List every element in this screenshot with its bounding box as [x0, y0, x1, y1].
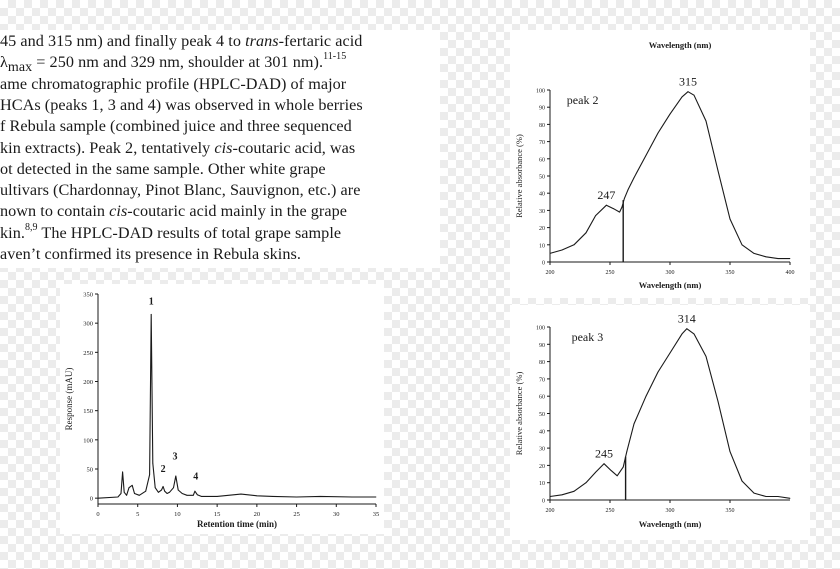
data-point — [241, 494, 242, 495]
data-point — [178, 490, 179, 491]
chromatogram-figure — [60, 284, 384, 534]
data-point — [742, 481, 743, 482]
y-tick-label: 10 — [539, 243, 545, 250]
x-tick-label: 35 — [372, 511, 380, 518]
data-point — [778, 258, 779, 259]
y-tick-label: 40 — [539, 429, 545, 436]
chart-title: peak 2 — [566, 92, 599, 107]
x-tick-label: 15 — [213, 511, 221, 518]
data-point — [197, 494, 198, 495]
data-point — [550, 253, 551, 254]
x-tick-label: 300 — [665, 270, 675, 276]
text-line — [0, 139, 355, 158]
data-point — [562, 494, 563, 495]
data-point — [617, 475, 618, 476]
data-point — [718, 401, 719, 402]
text-run: -coutaric acid mainly in the grape — [127, 202, 347, 221]
data-point — [730, 451, 731, 452]
text-run: 45 and 315 nm) and finally peak 4 to — [0, 32, 246, 50]
x-tick-label: 350 — [725, 270, 735, 276]
x-tick-label: 400 — [785, 270, 795, 276]
y-tick-label: 100 — [83, 437, 93, 445]
data-point — [742, 244, 743, 245]
text-run: nown to contain — [0, 202, 110, 221]
data-point — [169, 492, 170, 493]
x-tick-label: 25 — [293, 511, 300, 518]
data-point — [694, 334, 695, 335]
data-point — [121, 493, 122, 494]
data-point — [623, 467, 624, 468]
uv-spectrum-peak3-chart — [510, 305, 810, 540]
peak-annotation: 245 — [595, 446, 613, 461]
article-text — [0, 30, 440, 268]
y-axis-label: Relative absorbance (%) — [514, 371, 524, 456]
data-point — [628, 189, 629, 190]
data-point — [706, 356, 707, 357]
y-tick-label: 300 — [83, 320, 93, 328]
data-point — [139, 495, 140, 496]
peak-annotation: 3 — [172, 451, 178, 463]
data-point — [167, 493, 168, 494]
data-point — [604, 463, 605, 464]
text-run: trans — [245, 32, 279, 50]
data-point — [272, 496, 273, 497]
y-tick-label: 50 — [539, 174, 545, 181]
y-tick-label: 90 — [539, 342, 545, 349]
data-point — [126, 495, 127, 496]
data-point — [595, 472, 596, 473]
data-point — [586, 482, 587, 483]
data-point — [217, 496, 218, 497]
y-tick-label: 40 — [539, 191, 545, 198]
uv-spectrum-peak2-figure — [510, 30, 810, 298]
data-point — [193, 495, 194, 496]
y-tick-label: 30 — [539, 446, 545, 453]
y-tick-label: 150 — [83, 408, 93, 416]
data-point — [173, 487, 174, 488]
x-tick-label: 0 — [96, 511, 100, 518]
y-axis-label: Response (mAU) — [64, 367, 74, 431]
text-run: -fertaric acid — [278, 32, 363, 50]
x-tick-label: 250 — [605, 508, 615, 514]
text-line — [0, 32, 362, 51]
text-run: f Rebula sample (combined juice and three sequenced — [0, 117, 352, 136]
text-run: max — [7, 60, 33, 76]
data-point — [718, 170, 719, 171]
data-point — [688, 91, 689, 92]
y-tick-label: 20 — [539, 463, 545, 470]
text-run: -coutaric acid, was — [232, 138, 356, 157]
data-point — [646, 396, 647, 397]
series-line — [550, 92, 790, 259]
text-line — [0, 221, 342, 243]
data-point — [574, 244, 575, 245]
x-tick-label: 5 — [136, 511, 140, 518]
peak-annotation: 314 — [677, 311, 696, 326]
data-point — [613, 208, 614, 209]
data-point — [187, 495, 188, 496]
data-point — [132, 485, 133, 486]
data-point — [175, 476, 176, 477]
data-point — [118, 497, 119, 498]
y-tick-label: 80 — [539, 360, 545, 367]
peak-annotation: 2 — [160, 463, 166, 475]
data-point — [670, 114, 671, 115]
text-run: aven’t confirmed its presence in Rebula skins. — [0, 245, 301, 263]
text-line — [0, 160, 326, 179]
y-tick-label: 50 — [539, 412, 545, 418]
text-line — [0, 181, 360, 200]
peak-annotation: 315 — [679, 74, 697, 89]
data-point — [658, 133, 659, 134]
data-point — [658, 372, 659, 373]
text-run: HCAs (peaks 1, 3 and 4) was observed in whole berries — [0, 95, 363, 114]
text-line — [0, 202, 347, 221]
x-tick-label: 250 — [605, 270, 615, 276]
data-point — [626, 451, 627, 452]
text-run: ame chromatographic profile (HPLC-DAD) of major — [0, 74, 347, 93]
top-axis-label: Wavelength (nm) — [648, 40, 712, 50]
data-point — [754, 493, 755, 494]
text-run: ot detected in the same sample. Other white grape — [0, 159, 326, 178]
y-tick-label: 30 — [539, 208, 545, 215]
data-point — [134, 493, 135, 494]
data-point — [257, 495, 258, 496]
peak-annotation: 247 — [597, 188, 616, 203]
data-point — [706, 121, 707, 122]
text-run: ultivars (Chardonnay, Pinot Blanc, Sauvignon, etc.) are — [0, 181, 361, 200]
series-line — [98, 314, 376, 498]
text-run: cis — [214, 138, 233, 157]
text-run: = 250 nm and 329 nm, shoulder at 301 nm). — [32, 53, 324, 72]
uv-spectrum-peak2-chart — [510, 30, 810, 298]
data-point — [619, 212, 620, 213]
y-tick-label: 70 — [539, 140, 545, 147]
data-point — [790, 498, 791, 499]
x-tick-label: 20 — [253, 511, 261, 518]
data-point — [634, 424, 635, 425]
text-run: 11-15 — [323, 51, 347, 63]
x-axis-label: Wavelength (nm) — [638, 519, 702, 529]
data-point — [163, 486, 164, 487]
y-tick-label: 200 — [83, 379, 93, 386]
data-point — [152, 463, 153, 464]
data-point — [634, 177, 635, 178]
text-run: cis — [109, 202, 128, 221]
text-line — [0, 53, 346, 76]
y-tick-label: 0 — [542, 260, 545, 267]
chromatogram-chart — [60, 284, 384, 534]
data-point — [164, 491, 165, 492]
text-run: λ — [0, 53, 8, 72]
data-point — [730, 219, 731, 220]
x-axis-label: Wavelength (nm) — [638, 280, 702, 290]
text-line — [0, 96, 363, 115]
y-tick-label: 20 — [539, 226, 545, 233]
data-point — [766, 256, 767, 257]
data-point — [686, 328, 687, 329]
data-point — [151, 314, 152, 315]
data-point — [161, 490, 162, 491]
data-point — [352, 497, 353, 498]
data-point — [201, 496, 202, 497]
x-tick-label: 10 — [174, 511, 181, 518]
data-point — [574, 491, 575, 492]
y-tick-label: 0 — [542, 498, 545, 505]
x-tick-label: 30 — [333, 511, 340, 518]
data-point — [145, 491, 146, 492]
x-axis-label: Retention time (min) — [197, 519, 277, 529]
text-line — [0, 75, 346, 94]
chart-title: peak 3 — [571, 329, 604, 344]
data-point — [694, 95, 695, 96]
data-point — [754, 253, 755, 254]
data-point — [376, 497, 377, 498]
data-point — [195, 491, 196, 492]
data-point — [622, 207, 623, 208]
uv-spectrum-peak3-figure — [510, 305, 810, 540]
y-tick-label: 70 — [539, 377, 545, 384]
text-run: kin. — [0, 223, 25, 242]
text-run: 8,9 — [24, 221, 38, 233]
text-line — [0, 117, 352, 136]
y-tick-label: 0 — [89, 495, 93, 503]
text-run: kin extracts). Peak 2, tentatively — [0, 138, 215, 157]
data-point — [646, 155, 647, 156]
y-tick-label: 80 — [539, 122, 545, 129]
data-point — [586, 232, 587, 233]
y-tick-label: 100 — [536, 325, 545, 332]
data-point — [296, 497, 297, 498]
y-tick-label: 100 — [536, 88, 545, 95]
y-tick-label: 50 — [86, 466, 93, 474]
data-point — [624, 198, 625, 199]
data-point — [158, 492, 159, 493]
y-tick-label: 90 — [539, 105, 545, 112]
data-point — [790, 258, 791, 259]
data-point — [129, 487, 130, 488]
x-tick-label: 350 — [725, 508, 735, 514]
data-point — [611, 470, 612, 471]
series-line — [550, 329, 790, 499]
text-line — [0, 245, 301, 264]
data-point — [98, 498, 99, 499]
data-point — [778, 496, 779, 497]
peak-annotation: 1 — [148, 296, 154, 308]
data-point — [682, 97, 683, 98]
data-point — [606, 205, 607, 206]
data-point — [595, 215, 596, 216]
peak-annotation: 4 — [193, 471, 199, 483]
x-tick-label: 300 — [665, 508, 675, 514]
data-point — [562, 250, 563, 251]
data-point — [149, 474, 150, 475]
x-tick-label: 200 — [545, 270, 555, 276]
data-point — [682, 334, 683, 335]
data-point — [182, 493, 183, 494]
data-point — [766, 496, 767, 497]
y-tick-label: 60 — [539, 394, 545, 401]
data-point — [155, 487, 156, 488]
y-axis-label: Relative absorbance (%) — [514, 134, 524, 218]
data-point — [124, 492, 125, 493]
y-tick-label: 10 — [539, 481, 545, 488]
x-tick-label: 200 — [545, 508, 555, 514]
data-point — [122, 472, 123, 473]
y-tick-label: 250 — [83, 349, 93, 357]
data-point — [550, 496, 551, 497]
data-point — [320, 496, 321, 497]
data-point — [670, 353, 671, 354]
text-run: The HPLC-DAD results of total grape sample — [37, 223, 342, 242]
y-tick-label: 60 — [539, 157, 545, 164]
y-tick-label: 350 — [83, 291, 93, 299]
